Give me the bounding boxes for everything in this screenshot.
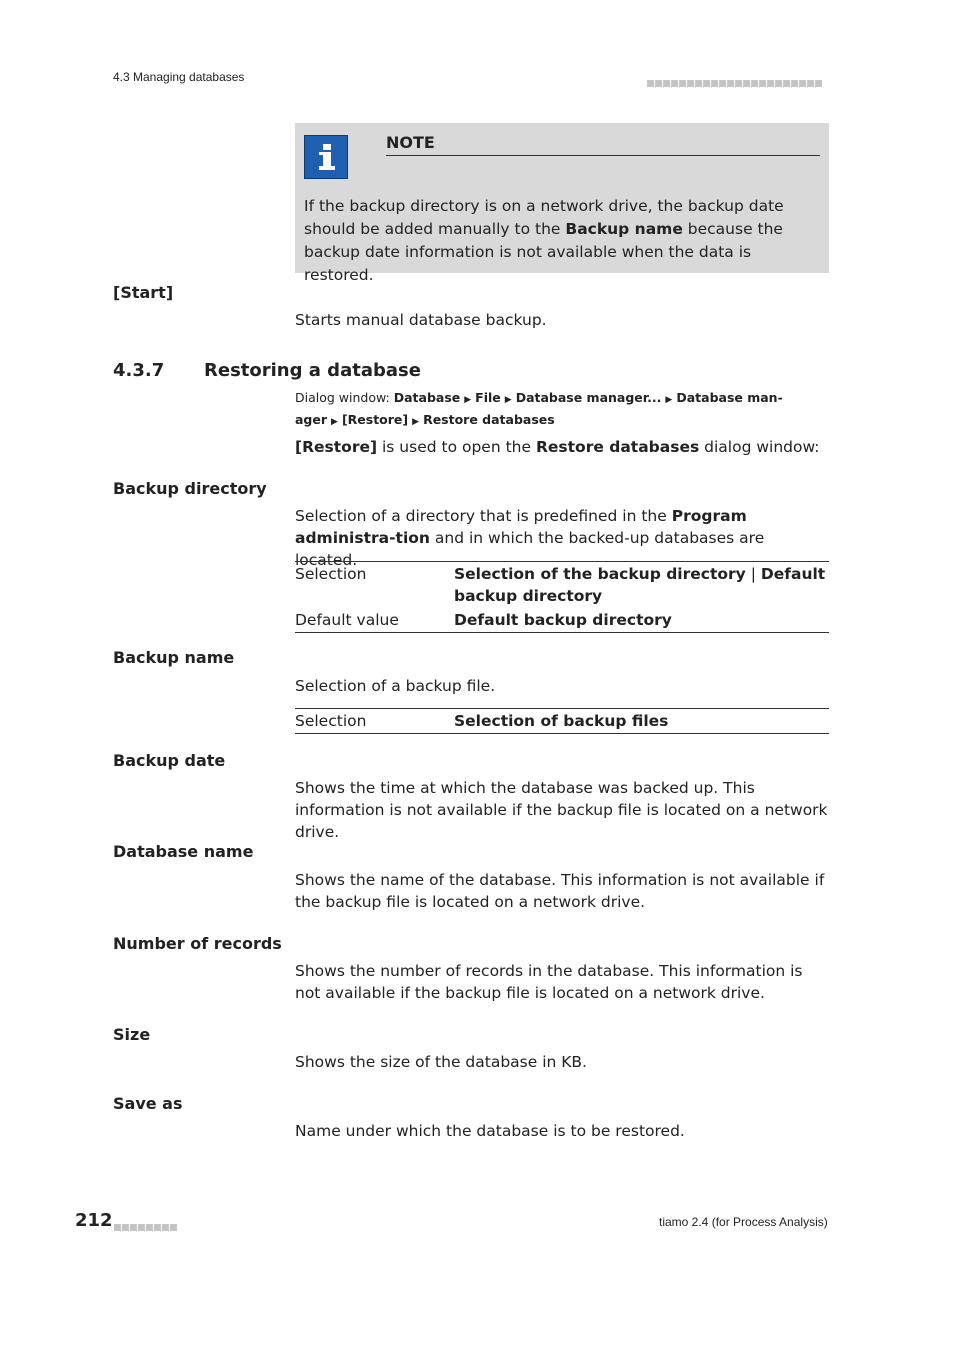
backup-directory-description: Selection of a directory that is predefined in the Program administra-tion and in which the backed-up databases are located. bbox=[295, 507, 765, 569]
section-heading: 4.3.7 Restoring a database bbox=[113, 360, 421, 381]
decor-square bbox=[807, 80, 814, 87]
selection-value: Selection of the backup directory | Default backup directory bbox=[454, 565, 826, 605]
decor-square bbox=[114, 1224, 121, 1231]
decor-square bbox=[687, 80, 694, 87]
decor-square bbox=[759, 80, 766, 87]
start-label: [Start] bbox=[113, 283, 174, 302]
note-box bbox=[295, 123, 829, 284]
backup-directory-properties bbox=[295, 561, 829, 633]
size-description: Shows the size of the database in KB. bbox=[295, 1053, 587, 1071]
decor-square bbox=[162, 1224, 169, 1231]
number-of-records-label: Number of records bbox=[113, 934, 282, 953]
info-icon bbox=[304, 135, 348, 179]
decor-square bbox=[170, 1224, 177, 1231]
restore-intro: [Restore] is used to open the Restore databases dialog window: bbox=[295, 438, 820, 456]
decor-square bbox=[647, 80, 654, 87]
save-as-label: Save as bbox=[113, 1094, 183, 1113]
start-description: Starts manual database backup. bbox=[295, 311, 547, 329]
selection-key: Selection bbox=[295, 712, 367, 730]
default-value-key: Default value bbox=[295, 611, 399, 629]
decor-square bbox=[815, 80, 822, 87]
decor-square bbox=[735, 80, 742, 87]
footer-decoration bbox=[114, 1217, 178, 1236]
backup-name-label: Backup name bbox=[113, 648, 235, 667]
selection-key: Selection bbox=[295, 565, 367, 583]
backup-date-label: Backup date bbox=[113, 751, 226, 770]
database-name-description: Shows the name of the database. This information is not available if the backup file is located on a network drive. bbox=[295, 871, 825, 911]
backup-name-properties bbox=[295, 708, 829, 734]
default-value: Default backup directory bbox=[454, 611, 672, 629]
footer-product: tiamo 2.4 (for Process Analysis) bbox=[659, 1215, 828, 1229]
decor-square bbox=[751, 80, 758, 87]
decor-square bbox=[663, 80, 670, 87]
decor-square bbox=[655, 80, 662, 87]
decor-square bbox=[727, 80, 734, 87]
decor-square bbox=[130, 1224, 137, 1231]
decor-square bbox=[138, 1224, 145, 1231]
decor-square bbox=[743, 80, 750, 87]
decor-square bbox=[767, 80, 774, 87]
decor-square bbox=[783, 80, 790, 87]
note-text: If the backup directory is on a network drive, the backup date should be added manually to the Backup name because the backup date information is not available when the data is restored. bbox=[304, 197, 784, 284]
dialog-path: Dialog window: Database ▶ File ▶ Database manager... ▶ Database man-ager ▶ [Restore] ▶ Restore databases bbox=[295, 390, 783, 427]
running-header-section: 4.3 Managing databases bbox=[113, 70, 245, 84]
decor-square bbox=[775, 80, 782, 87]
database-name-label: Database name bbox=[113, 842, 254, 861]
backup-date-description: Shows the time at which the database was backed up. This information is not available if the backup file is located on a network drive. bbox=[295, 779, 828, 841]
backup-directory-label: Backup directory bbox=[113, 479, 267, 498]
decor-square bbox=[711, 80, 718, 87]
decor-square bbox=[799, 80, 806, 87]
save-as-description: Name under which the database is to be restored. bbox=[295, 1122, 685, 1140]
decor-square bbox=[791, 80, 798, 87]
decor-square bbox=[679, 80, 686, 87]
backup-name-description: Selection of a backup file. bbox=[295, 677, 496, 695]
decor-square bbox=[146, 1224, 153, 1231]
header-decoration bbox=[647, 73, 823, 92]
note-title: NOTE bbox=[386, 133, 820, 156]
decor-square bbox=[122, 1224, 129, 1231]
decor-square bbox=[719, 80, 726, 87]
decor-square bbox=[703, 80, 710, 87]
selection-value: Selection of backup files bbox=[454, 712, 669, 730]
decor-square bbox=[695, 80, 702, 87]
page-number: 212 bbox=[75, 1210, 113, 1231]
decor-square bbox=[154, 1224, 161, 1231]
size-label: Size bbox=[113, 1025, 151, 1044]
number-of-records-description: Shows the number of records in the database. This information is not available if the backup file is located on a network drive. bbox=[295, 962, 803, 1002]
decor-square bbox=[671, 80, 678, 87]
